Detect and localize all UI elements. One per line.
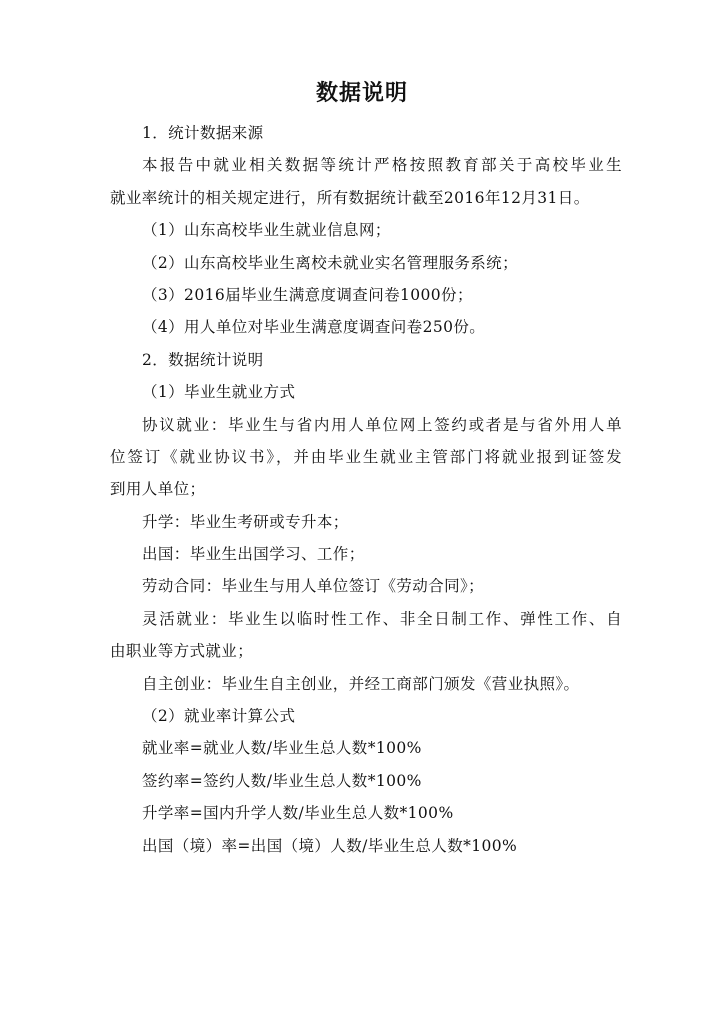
paragraph-line: 协议就业：毕业生与省内用人单位网上签约或者是与省外用人单 [142,415,622,434]
paragraph-line: 由职业等方式就业； [110,642,254,661]
paragraph-line: 本报告中就业相关数据等统计严格按照教育部关于高校毕业生 [142,156,622,175]
paragraph-line: 到用人单位； [110,480,206,499]
section-heading-data-sources: 1．统计数据来源 [142,124,264,142]
definition-going-abroad: 出国：毕业生出国学习、工作； [142,545,365,564]
paragraph-line: 位签订《就业协议书》，并由毕业生就业主管部门将就业报到证签发 [110,447,622,466]
list-item-source-1: （1）山东高校毕业生就业信息网； [142,221,391,240]
paragraph-line: 就业率统计的相关规定进行，所有数据统计截至2016年12月31日。 [110,188,590,207]
list-item-source-4: （4）用人单位对毕业生满意度调查问卷250份。 [142,318,486,337]
section-heading-statistics-notes: 2．数据统计说明 [142,350,264,369]
definition-further-study: 升学：毕业生考研或专升本； [142,512,349,531]
list-item-source-2: （2）山东高校毕业生离校未就业实名管理服务系统； [142,253,518,272]
subsection-heading-employment-types: （1）毕业生就业方式 [142,383,296,402]
definition-labor-contract: 劳动合同：毕业生与用人单位签订《劳动合同》； [142,577,485,596]
subsection-heading-formulas: （2）就业率计算公式 [142,707,296,726]
definition-self-employment: 自主创业：毕业生自主创业，并经工商部门颁发《营业执照》。 [142,674,580,693]
document-body [110,117,622,862]
page-title: 数据说明 [315,81,408,106]
formula-abroad-rate: 出国（境）率=出国（境）人数/毕业生总人数*100% [142,836,518,855]
formula-employment-rate: 就业率=就业人数/毕业生总人数*100% [142,739,422,758]
formula-further-study-rate: 升学率=国内升学人数/毕业生总人数*100% [142,804,454,823]
list-item-source-3: （3）2016届毕业生满意度调查问卷1000份； [142,285,473,304]
formula-contract-rate: 签约率=签约人数/毕业生总人数*100% [142,771,422,790]
definition-flexible-employment: 灵活就业：毕业生以临时性工作、非全日制工作、弹性工作、自 [142,609,622,628]
